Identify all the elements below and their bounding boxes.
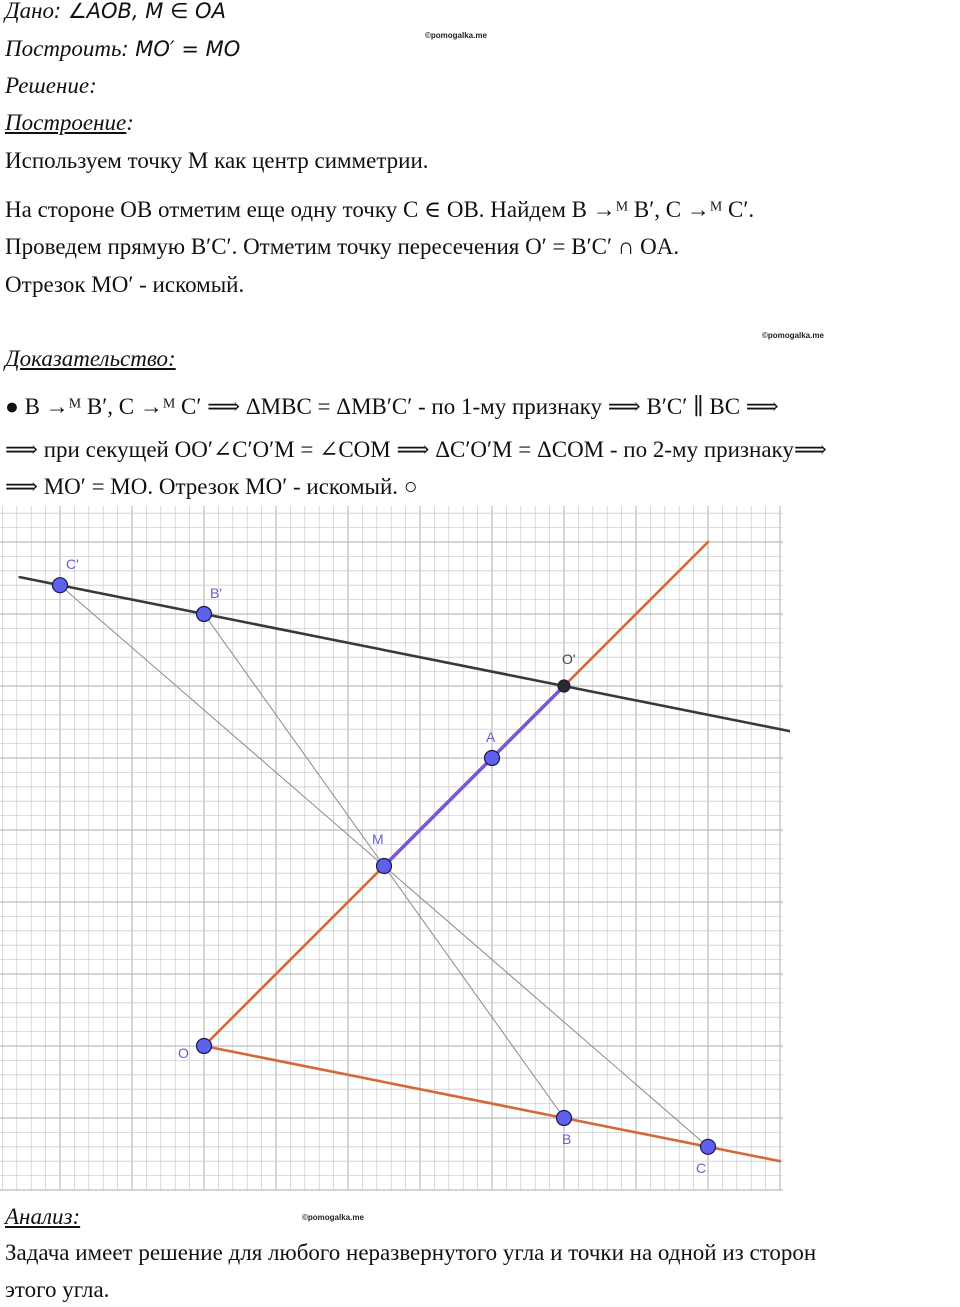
- given-value: : ∠AOB, M ∈ OA: [54, 0, 226, 23]
- proof-line-1: ● B →ᴹ B′, C →ᴹ C′ ⟹ ΔMBC = ΔMB′C′ - по 1-му признаку ⟹ B′C′ ∥ BC ⟹: [5, 394, 779, 419]
- construction-figure: [0, 506, 790, 1196]
- construct-line: [5, 34, 240, 64]
- analysis-line-2: этого угла.: [5, 1277, 110, 1302]
- point-b-label: B: [562, 1131, 572, 1147]
- point-o: [197, 1039, 212, 1054]
- line-bc-prime: [20, 577, 790, 732]
- point-b-prime-label: B': [210, 585, 223, 601]
- point-m-label: M: [372, 831, 384, 847]
- given-line: [5, 0, 226, 26]
- segment-mo-prime: [384, 686, 564, 866]
- watermark-middle: ©pomogalka.me: [762, 331, 824, 340]
- figure-lines: [20, 542, 790, 1161]
- construction-line-4: Отрезок MO′ - искомый.: [5, 272, 245, 297]
- given-label: Дано: [5, 0, 55, 23]
- solution-line: [5, 71, 97, 101]
- construct-value: : MO′ = MO: [121, 37, 241, 61]
- solution-label: Решение: [5, 73, 90, 98]
- watermark-top: ©pomogalka.me: [425, 31, 487, 40]
- point-a-label: A: [486, 729, 496, 745]
- grid: [0, 506, 783, 1190]
- watermark-bottom: ©pomogalka.me: [302, 1213, 364, 1222]
- construction-heading-suffix: :: [126, 110, 134, 135]
- point-c: [701, 1139, 716, 1154]
- construction-heading: [5, 108, 134, 138]
- point-o-label: O: [178, 1045, 189, 1061]
- solution-value: :: [89, 73, 97, 98]
- point-c-prime-label: C': [66, 556, 79, 573]
- analysis-heading: Анализ:: [5, 1204, 81, 1229]
- proof-line-2: ⟹ при секущей OO′∠C′O′M = ∠COM ⟹ ΔC′O′M = ΔCOM - по 2-му признаку⟹: [5, 437, 827, 462]
- construction-line-1: Используем точку M как центр симметрии.: [5, 148, 429, 173]
- point-o-prime-label: O': [562, 651, 576, 667]
- point-m: [377, 859, 392, 874]
- proof-heading: Доказательство:: [5, 346, 176, 371]
- analysis-line-1: Задача имеет решение для любого неразвернутого угла и точки на одной из сторон: [5, 1240, 817, 1265]
- point-c-label: C: [696, 1159, 707, 1176]
- construction-line-2: На стороне OB отметим еще одну точку C ∈ OB. Найдем B →ᴹ B′, C →ᴹ C′.: [5, 197, 755, 222]
- construction-line-3: Проведем прямую B′C′. Отметим точку пересечения O′ = B′C′ ∩ OA.: [5, 234, 680, 259]
- point-b-prime: [197, 607, 212, 622]
- construct-label: Построить: [5, 36, 122, 61]
- proof-line-3: ⟹ MO′ = MO. Отрезок MO′ - искомый. ○: [5, 474, 418, 499]
- point-b: [557, 1111, 572, 1126]
- construction-heading-text: Построение: [5, 110, 127, 135]
- point-o-prime: [558, 680, 570, 692]
- point-c-prime: [53, 578, 68, 593]
- point-a: [485, 751, 500, 766]
